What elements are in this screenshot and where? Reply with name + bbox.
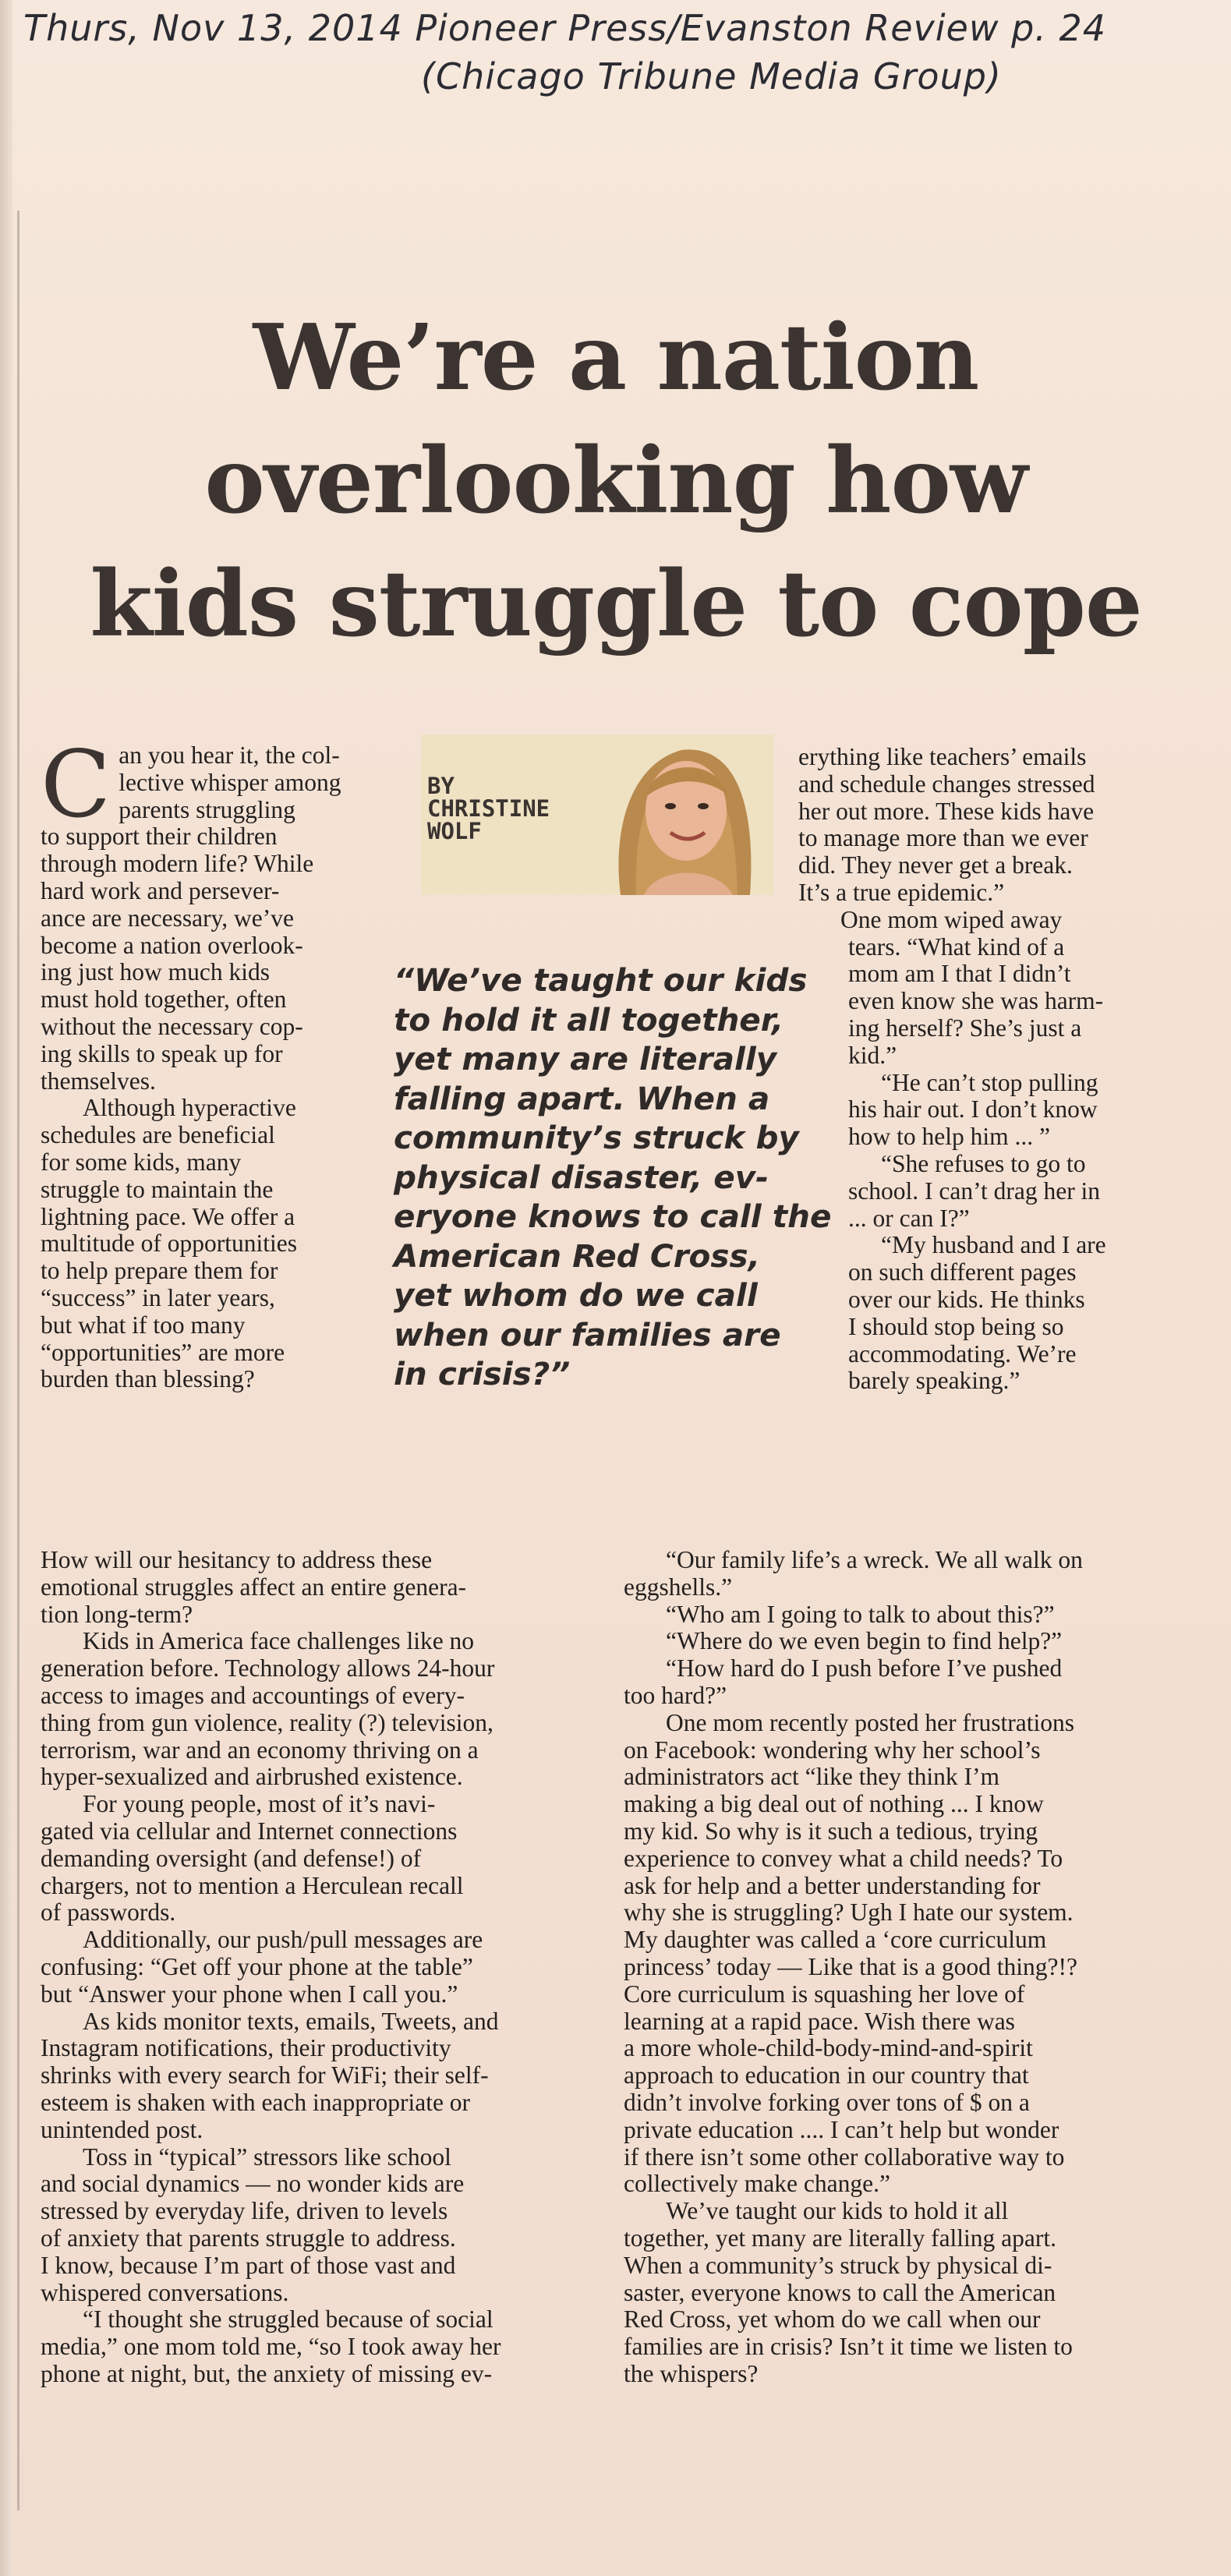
text-line: “How hard do I push before I’ve pushed xyxy=(666,1654,1063,1683)
text-line: erything like teachers’ emails xyxy=(798,743,1087,770)
text-line: Core curriculum is squashing her love of xyxy=(624,1980,1025,2008)
text-line: princess’ today — Like that is a good thing?!? xyxy=(624,1952,1078,1980)
text-line: We’ve taught our kids to hold it all xyxy=(666,2197,1009,2225)
text-line: on such different pages xyxy=(848,1258,1077,1286)
text-line: ... or can I?” xyxy=(848,1204,970,1232)
pull-quote-line: “We’ve taught our kids xyxy=(394,961,808,999)
byline-first-name: CHRISTINE xyxy=(427,795,550,822)
text-line: unintended post. xyxy=(41,2115,203,2143)
text-line: and schedule changes stressed xyxy=(798,770,1095,798)
text-line: over our kids. He thinks xyxy=(848,1285,1085,1313)
text-line: a more whole-child-body-mind-and-spirit xyxy=(624,2034,1033,2062)
text-line: private education .... I can’t help but wonder xyxy=(624,2115,1059,2143)
text-line: Although hyperactive xyxy=(83,1094,296,1122)
text-line: school. I can’t drag her in xyxy=(848,1177,1101,1205)
text-line: “Who am I going to talk to about this?” xyxy=(666,1600,1055,1628)
text-line: ing just how much kids xyxy=(41,958,271,986)
text-line: media,” one mom told me, “so I took away her xyxy=(41,2333,501,2361)
page-edge xyxy=(0,0,12,2576)
text-line: making a big deal out of nothing ... I know xyxy=(624,1790,1044,1818)
text-line: but what if too many xyxy=(41,1311,246,1339)
text-line: burden than blessing? xyxy=(41,1365,255,1393)
text-line: “He can’t stop pulling xyxy=(881,1068,1098,1096)
text-line: saster, everyone knows to call the American xyxy=(624,2278,1056,2306)
text-line: to support their children xyxy=(41,823,278,851)
text-line: his hair out. I don’t know xyxy=(848,1095,1098,1123)
text-line: didn’t involve forking over tons of $ on a xyxy=(624,2088,1030,2116)
text-line: and social dynamics — no wonder kids are xyxy=(41,2170,465,2198)
text-line: shrinks with every search for WiFi; their self- xyxy=(41,2061,489,2089)
text-line: but “Answer your phone when I call you.” xyxy=(41,1980,458,2008)
text-line: thing from gun violence, reality (?) television, xyxy=(41,1708,493,1736)
text-line: ing herself? She’s just a xyxy=(848,1014,1082,1042)
text-line: lightning pace. We offer a xyxy=(41,1202,295,1230)
pull-quote-line: yet whom do we call xyxy=(394,1276,758,1314)
text-line: the whispers? xyxy=(624,2359,759,2387)
text-line: ance are necessary, we’ve xyxy=(41,904,294,932)
text-line: hard work and persever- xyxy=(41,876,280,904)
text-line: One mom recently posted her frustrations xyxy=(666,1708,1074,1736)
text-line: How will our hesitancy to address these xyxy=(41,1546,433,1573)
text-line: Kids in America face challenges like no xyxy=(83,1627,475,1655)
pull-quote-line: eryone knows to call the xyxy=(394,1198,832,1235)
text-line: experience to convey what a child needs? To xyxy=(624,1844,1063,1872)
text-line: terrorism, war and an economy thriving on a xyxy=(41,1736,479,1764)
pull-quote-line: physical disaster, ev- xyxy=(394,1158,769,1196)
text-line: schedules are beneficial xyxy=(41,1121,275,1149)
text-line: lective whisper among xyxy=(119,768,341,796)
text-line: “success” in later years, xyxy=(41,1283,275,1311)
text-line: Instagram notifications, their productivity xyxy=(41,2034,451,2062)
text-line: my kid. So why is it such a tedious, trying xyxy=(624,1817,1038,1845)
text-line: tears. “What kind of a xyxy=(848,932,1065,961)
byline xyxy=(427,775,591,843)
handwritten-note-line2: (Chicago Tribune Media Group) xyxy=(421,55,1002,97)
text-line: I know, because I’m part of those vast and xyxy=(41,2251,456,2279)
column-left-top xyxy=(41,731,384,1393)
text-line: through modern life? While xyxy=(41,850,314,878)
text-line: on Facebook: wondering why her school’s xyxy=(624,1736,1041,1764)
text-line: phone at night, but, the anxiety of missing ev- xyxy=(41,2359,493,2387)
column-left-bottom xyxy=(41,1547,594,2388)
text-line: emotional struggles affect an entire genera- xyxy=(41,1573,467,1601)
text-line: to manage more than we ever xyxy=(798,824,1088,852)
text-line: approach to education in our country that xyxy=(624,2061,1029,2089)
column-right-bottom xyxy=(624,1547,1201,2388)
text-line: For young people, most of it’s navi- xyxy=(83,1790,436,1818)
text-line: too hard?” xyxy=(624,1681,727,1709)
author-photo xyxy=(589,734,773,895)
text-line: to help prepare them for xyxy=(41,1257,278,1285)
text-line: parents struggling xyxy=(119,795,295,823)
text-line: My daughter was called a ‘core curriculum xyxy=(624,1926,1047,1954)
column-rule xyxy=(17,211,19,2511)
text-line: of anxiety that parents struggle to address. xyxy=(41,2224,456,2252)
text-line: I should stop being so xyxy=(848,1312,1064,1340)
text-line: ing skills to speak up for xyxy=(41,1039,283,1067)
text-line: stressed by everyday life, driven to levels xyxy=(41,2197,448,2225)
article-headline xyxy=(31,296,1201,666)
text-line: As kids monitor texts, emails, Tweets, and xyxy=(83,2007,499,2035)
headline-line1: We’re a nation xyxy=(253,305,979,411)
text-line: barely speaking.” xyxy=(848,1367,1021,1395)
text-line: confusing: “Get off your phone at the table” xyxy=(41,1952,473,1980)
pull-quote-line: falling apart. When a xyxy=(394,1079,770,1117)
byline-by: BY xyxy=(427,773,455,799)
text-line: “My husband and I are xyxy=(881,1231,1106,1259)
text-line: did. They never get a break. xyxy=(798,851,1073,879)
text-line: Toss in “typical” stressors like school xyxy=(83,2143,451,2171)
text-line: chargers, not to mention a Herculean recall xyxy=(41,1871,464,1899)
text-line: hyper-sexualized and airbrushed existence. xyxy=(41,1763,463,1791)
text-line: administrators act “like they think I’m xyxy=(624,1763,999,1791)
text-line: “She refuses to go to xyxy=(881,1149,1086,1177)
byline-last-name: WOLF xyxy=(427,818,482,844)
text-line: of passwords. xyxy=(41,1898,176,1927)
text-line: generation before. Technology allows 24-hour xyxy=(41,1654,495,1683)
text-line: families are in crisis? Isn’t it time we listen to xyxy=(624,2333,1073,2361)
headline-line2: overlooking how xyxy=(204,428,1028,534)
text-line: It’s a true epidemic.” xyxy=(798,878,1005,906)
pull-quote-line: yet many are literally xyxy=(394,1040,777,1077)
text-line: struggle to maintain the xyxy=(41,1175,274,1203)
text-line: accommodating. We’re xyxy=(848,1339,1077,1368)
pull-quote-line: American Red Cross, xyxy=(394,1237,760,1275)
text-line: mom am I that I didn’t xyxy=(848,960,1071,988)
text-line: “Our family life’s a wreck. We all walk on xyxy=(666,1546,1083,1573)
pull-quote-line: community’s struck by xyxy=(394,1119,799,1156)
text-line: why she is struggling? Ugh I hate our system. xyxy=(624,1898,1074,1927)
text-line: whispered conversations. xyxy=(41,2278,289,2306)
text-line: for some kids, many xyxy=(41,1148,242,1176)
drop-cap: C xyxy=(41,731,111,838)
text-line: multitude of opportunities xyxy=(41,1230,297,1258)
text-line: “opportunities” are more xyxy=(41,1338,285,1366)
text-line: One mom wiped away xyxy=(840,905,1063,933)
text-line: demanding oversight (and defense!) of xyxy=(41,1844,422,1872)
text-line: access to images and accountings of every- xyxy=(41,1681,465,1709)
text-line: without the necessary cop- xyxy=(41,1012,303,1040)
text-line: Red Cross, yet whom do we call when our xyxy=(624,2305,1041,2334)
text-line: become a nation overlook- xyxy=(41,931,303,959)
text-line: eggshells.” xyxy=(624,1573,733,1601)
pull-quote xyxy=(394,961,832,1394)
text-line: learning at a rapid pace. Wish there was xyxy=(624,2007,1015,2035)
text-line: her out more. These kids have xyxy=(798,797,1095,825)
text-line: gated via cellular and Internet connections xyxy=(41,1817,458,1845)
text-line: Additionally, our push/pull messages are xyxy=(83,1926,483,1954)
text-line: ask for help and a better understanding for xyxy=(624,1871,1041,1899)
text-line: When a community’s struck by physical di- xyxy=(624,2251,1052,2279)
text-line: tion long-term? xyxy=(41,1600,193,1628)
pull-quote-line: to hold it all together, xyxy=(394,1000,784,1039)
text-line: “Where do we even begin to find help?” xyxy=(666,1627,1063,1655)
byline-box xyxy=(421,734,773,895)
column-right-top xyxy=(798,744,1188,1395)
text-line: how to help him ... ” xyxy=(848,1123,1050,1151)
text-line: esteem is shaken with each inappropriate or xyxy=(41,2088,471,2116)
pull-quote-line: when our families are xyxy=(394,1315,781,1353)
text-line: themselves. xyxy=(41,1067,156,1095)
text-line: kid.” xyxy=(848,1041,897,1069)
text-line: must hold together, often xyxy=(41,985,287,1014)
text-line: an you hear it, the col- xyxy=(119,741,340,769)
handwritten-note-line1: Thurs, Nov 13, 2014 Pioneer Press/Evanston Review p. 24 xyxy=(23,7,1107,49)
headline-line3: kids struggle to cope xyxy=(90,551,1142,657)
text-line: together, yet many are literally falling apart. xyxy=(624,2224,1057,2252)
pull-quote-line: in crisis?” xyxy=(394,1355,571,1392)
text-line: “I thought she struggled because of social xyxy=(83,2305,493,2334)
text-line: if there isn’t some other collaborative way to xyxy=(624,2143,1065,2171)
text-line: even know she was harm- xyxy=(848,987,1104,1015)
text-line: collectively make change.” xyxy=(624,2170,890,2198)
